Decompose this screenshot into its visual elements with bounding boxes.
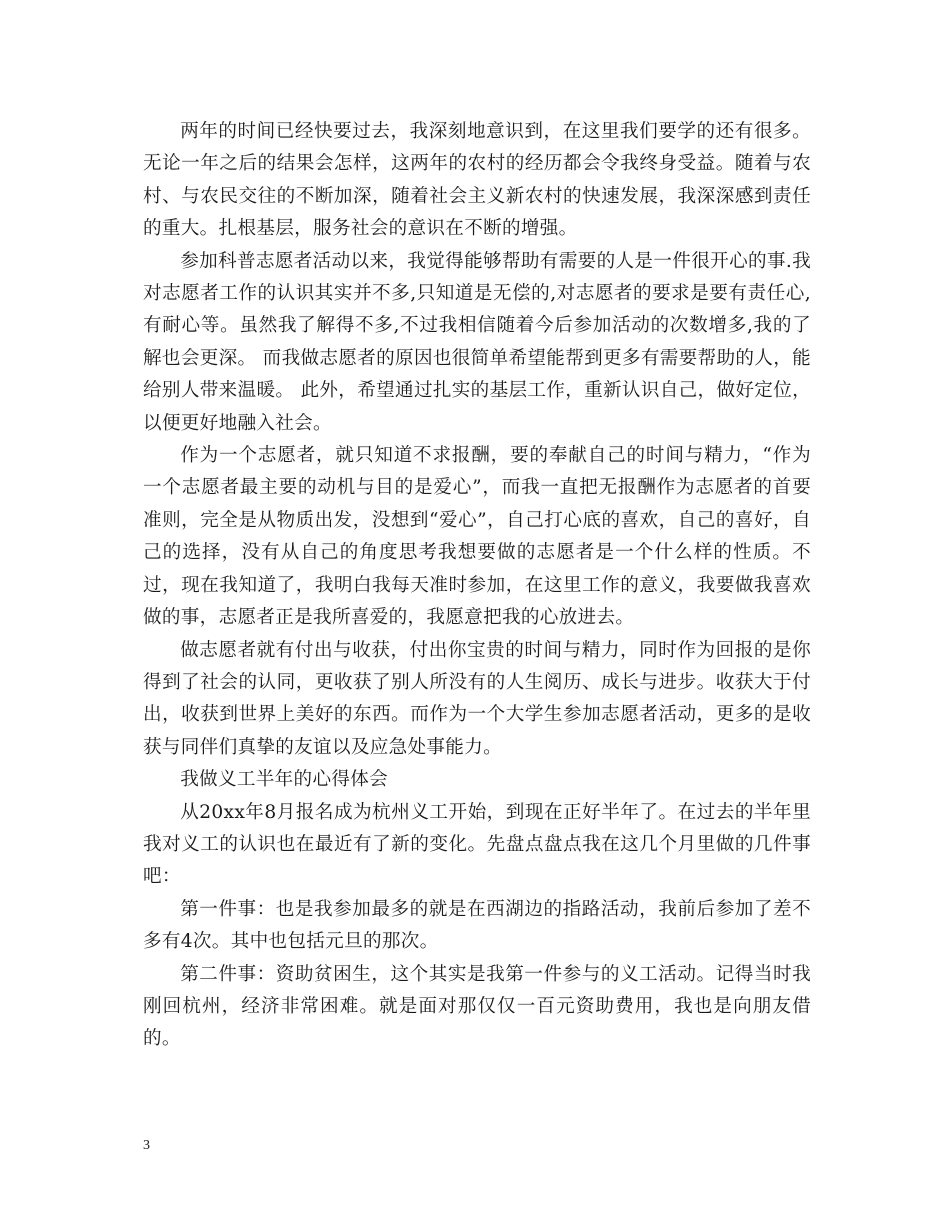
section-heading: 我做义工半年的心得体会: [180, 769, 389, 791]
paragraph-first-event: 第一件事：也是我参加最多的就是在西湖边的指路活动，我前后参加了差不多有4次。其中也包括元旦的那次。: [143, 898, 811, 953]
paragraph-volunteer-motivation: 作为一个志愿者，就只知道不求报酬，要的奉献自己的时间与精力，“作为一个志愿者最主要的动机与目的是爱心”，而我一直把无报酬作为志愿者的首要准则，完全是从物质出发，没想到“爱心”，自己打心底的喜欢，自己的喜好，自己的选择，没有从自己的角度思考我想要做的志愿者是一个什么样的性质。不过，现在我知道了，我明白我每天准时参加，在这里工作的意义，我要做我喜欢做的事，志愿者正是我所喜爱的，我愿意把我的心放进去。: [143, 445, 811, 629]
page-number: 3: [143, 1138, 150, 1153]
paragraph-second-event: 第二件事：资助贫困生，这个其实是我第一件参与的义工活动。记得当时我刚回杭州，经济非常困难。就是面对那仅仅一百元资助费用，我也是向朋友借的。: [143, 963, 811, 1050]
document-body: [143, 116, 811, 1056]
paragraph-half-year-intro: 从20xx年8月报名成为杭州义工开始，到现在正好半年了。在过去的半年里我对义工的认识也在最近有了新的变化。先盘点盘点我在这几个月里做的几件事吧：: [143, 801, 811, 888]
paragraph-volunteer-joining: 参加科普志愿者活动以来，我觉得能够帮助有需要的人是一件很开心的事.我对志愿者工作的认识其实并不多,只知道是无偿的,对志愿者的要求是要有责任心,有耐心等。虽然我了解得不多,不过我相信随着今后参加活动的次数增多,我的了解也会更深。 而我做志愿者的原因也很简单希望能帮到更多有需要帮助的人，能给别人带来温暖。 此外，希望通过扎实的基层工作，重新认识自己，做好定位，以便更好地融入社会。: [143, 250, 811, 434]
paragraph-rural-experience: 两年的时间已经快要过去，我深刻地意识到，在这里我们要学的还有很多。无论一年之后的结果会怎样，这两年的农村的经历都会令我终身受益。随着与农村、与农民交往的不断加深，随着社会主义新农村的快速发展，我深深感到责任的重大。扎根基层，服务社会的意识在不断的增强。: [143, 121, 811, 240]
paragraph-volunteer-rewards: 做志愿者就有付出与收获，付出你宝贵的时间与精力，同时作为回报的是你得到了社会的认同，更收获了别人所没有的人生阅历、成长与进步。收获大于付出，收获到世界上美好的东西。而作为一个大学生参加志愿者活动，更多的是收获与同伴们真挚的友谊以及应急处事能力。: [143, 639, 811, 758]
